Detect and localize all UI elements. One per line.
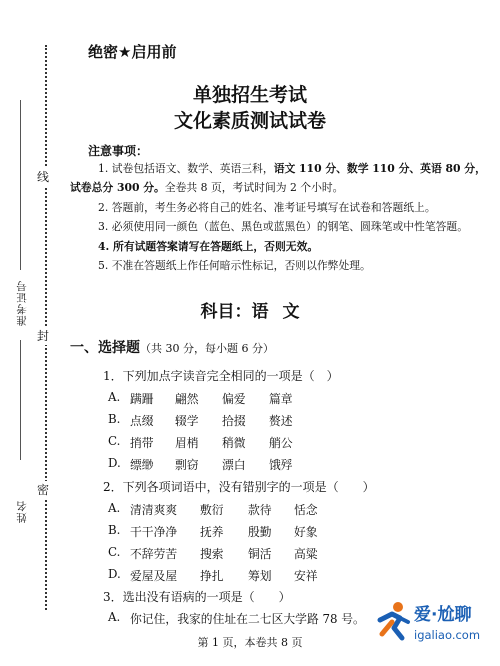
q3-option-a-letter: A.	[108, 610, 121, 624]
q2-d-word-1: 爱屋及屋	[130, 569, 178, 583]
q2-a-word-3: 款待	[248, 503, 272, 517]
q2-d-word-4: 安祥	[294, 569, 318, 583]
q3-a-text: 你记住，我家的住址在二七区大学路 78 号。	[130, 612, 365, 626]
exam-number-label: 准考证号	[16, 280, 28, 326]
q2-a-word-1: 清清爽爽	[130, 503, 178, 517]
q1-b-word-2: 辍学	[175, 414, 199, 428]
q2-b-word-2: 抚养	[200, 525, 224, 539]
q2-b-word-3: 殷勤	[248, 525, 272, 539]
q1-d-word-2: 剽窃	[175, 458, 199, 472]
q1-c-word-1: 捎带	[130, 436, 154, 450]
binding-mark-mi: 密	[37, 483, 50, 497]
q2-b-word-1: 干干净净	[130, 525, 178, 539]
watermark-text: 爱·尬聊	[414, 605, 472, 625]
q2-option-c-letter: C.	[108, 545, 121, 559]
q1-option-b-letter: B.	[108, 412, 121, 426]
q1-option-a-letter: A.	[108, 390, 121, 404]
q2-c-word-3: 铜活	[248, 547, 272, 561]
section-heading: 一、选择题（共 30 分，每小题 6 分）	[70, 340, 274, 356]
confidential-mark: 绝密★启用前	[88, 43, 177, 61]
binding-mark-xian: 线	[37, 170, 50, 184]
q2-option-d-letter: D.	[108, 567, 121, 581]
q2-option-b-letter: B.	[108, 523, 121, 537]
exam-subtitle: 文化素质测试试卷	[173, 110, 326, 132]
runner-icon	[372, 600, 412, 644]
notice-item-5: 5. 不准在答题纸上作任何暗示性标记，否则以作弊处理。	[98, 259, 371, 272]
watermark-url: igaliao.com	[414, 628, 481, 642]
q1-a-word-3: 偏爱	[222, 392, 246, 406]
name-label: 姓名	[16, 500, 28, 523]
q2-b-word-4: 好象	[294, 525, 318, 539]
q1-b-word-4: 赘述	[269, 414, 293, 428]
q2-c-word-1: 不辞劳苦	[130, 547, 178, 561]
q1-a-word-2: 翩然	[175, 392, 199, 406]
notice-title: 注意事项：	[88, 144, 149, 158]
notice-item-1: 1. 试卷包括语文、数学、英语三科，语文 110 分、数学 110 分、英语 80 分，	[98, 162, 486, 175]
notice-item-2: 2. 答题前，考生务必将自己的姓名、准考证号填写在试卷和答题纸上。	[98, 201, 436, 214]
notice-item-4: 4. 所有试题答案请写在答题纸上，否则无效。	[98, 240, 319, 253]
notice-item-1-cont: 试卷总分 300 分。全卷共 8 页，考试时间为 2 个小时。	[70, 181, 344, 194]
q1-a-word-1: 蹒跚	[130, 392, 154, 406]
q1-a-word-4: 篇章	[269, 392, 293, 406]
binding-mark-feng: 封	[37, 329, 50, 343]
q2-d-word-2: 挣扎	[200, 569, 224, 583]
notice-item-3: 3. 必须使用同一颜色（蓝色、黑色或蓝黑色）的钢笔、圆珠笔或中性笔答题。	[98, 220, 469, 233]
q2-option-a-letter: A.	[108, 501, 121, 515]
q1-d-word-1: 缥缈	[130, 458, 154, 472]
exam-title: 单独招生考试	[192, 84, 307, 106]
question-2-stem: 2．下列各项词语中，没有错别字的一项是（ ）	[103, 480, 375, 494]
q2-a-word-4: 恬念	[294, 503, 318, 517]
exam-number-line	[20, 340, 21, 460]
watermark-logo	[372, 598, 498, 654]
q1-option-d-letter: D.	[108, 456, 121, 470]
q1-c-word-2: 眉梢	[175, 436, 199, 450]
q1-c-word-4: 艄公	[269, 436, 293, 450]
q1-b-word-1: 点缀	[130, 414, 154, 428]
q1-option-c-letter: C.	[108, 434, 121, 448]
question-3-stem: 3．选出没有语病的一项是（ ）	[103, 590, 291, 604]
q1-d-word-3: 漂白	[222, 458, 246, 472]
page-footer: 第 1 页，本卷共 8 页	[197, 636, 303, 649]
q2-c-word-4: 高粱	[294, 547, 318, 561]
q2-a-word-2: 敷衍	[200, 503, 224, 517]
q2-d-word-3: 筹划	[248, 569, 272, 583]
q2-c-word-2: 搜索	[200, 547, 224, 561]
question-1-stem: 1．下列加点字读音完全相同的一项是（ ）	[103, 369, 339, 383]
q1-b-word-3: 拾掇	[222, 414, 246, 428]
q1-c-word-3: 稍微	[222, 436, 246, 450]
q1-d-word-4: 饿殍	[269, 458, 293, 472]
subject-heading: 科目：语 文	[200, 302, 300, 322]
